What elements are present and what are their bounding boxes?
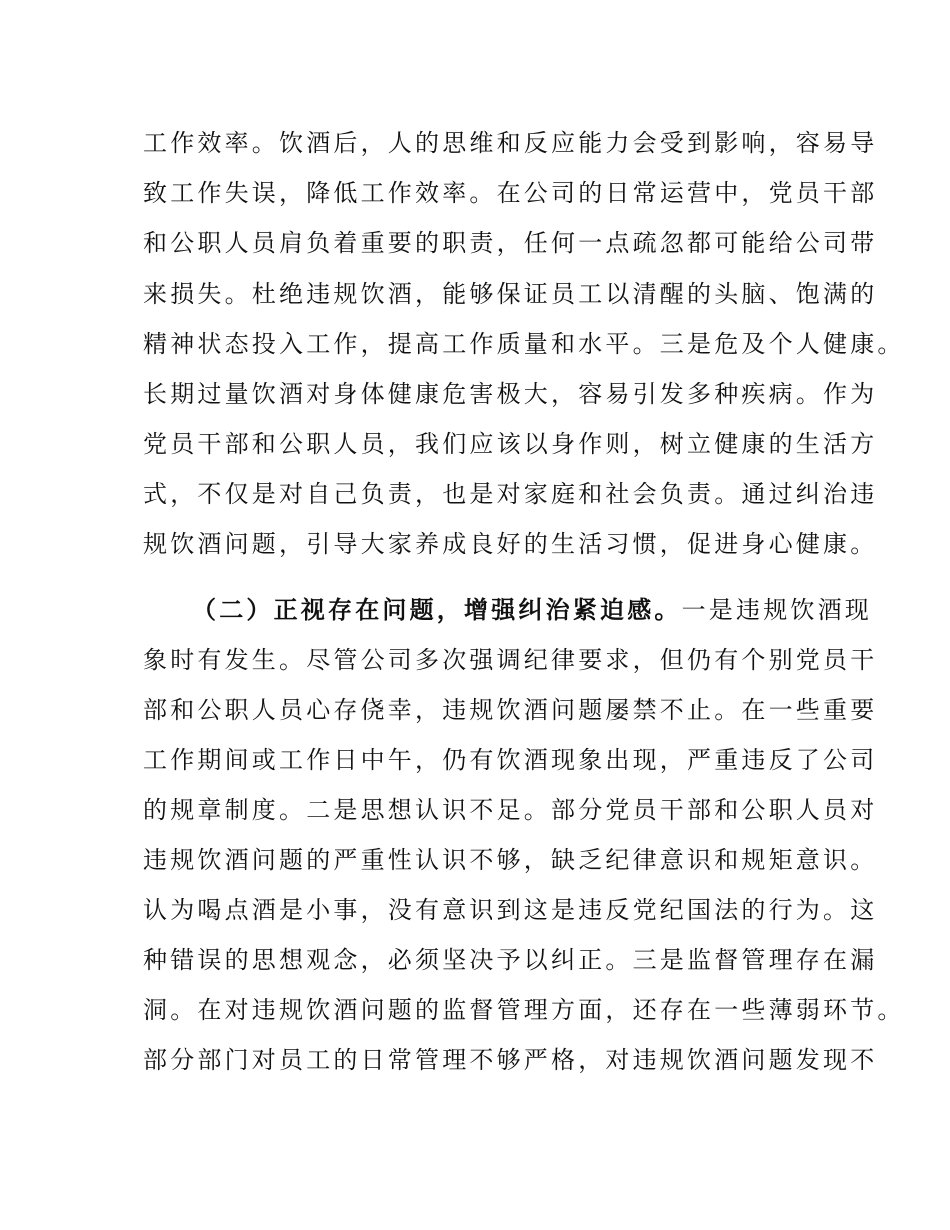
text-line: 致工作失误，降低工作效率。在公司的日常运营中，党员干部 (143, 179, 878, 207)
text-line: 象时有发生。尽管公司多次强调纪律要求，但仍有个别党员干 (143, 646, 878, 674)
text-line: 和公职人员肩负着重要的职责，任何一点疏忽都可能给公司带 (143, 229, 878, 257)
text-line: 规饮酒问题，引导大家养成良好的生活习惯，促进身心健康。 (143, 530, 878, 558)
text-line: 长期过量饮酒对身体健康危害极大，容易引发多种疾病。作为 (143, 380, 878, 408)
text-line: 违规饮酒问题的严重性认识不够，缺乏纪律意识和规矩意识。 (143, 846, 878, 874)
section-first-line (192, 595, 892, 625)
text-line: 党员干部和公职人员，我们应该以身作则，树立健康的生活方 (143, 430, 878, 458)
section-first-line-text: 一是违规饮酒现 (681, 596, 873, 624)
text-line: 洞。在对违规饮酒问题的监督管理方面，还存在一些薄弱环节。 (143, 996, 905, 1024)
text-line: 部分部门对员工的日常管理不够严格，对违规饮酒问题发现不 (143, 1046, 878, 1074)
text-line: 种错误的思想观念，必须坚决予以纠正。三是监督管理存在漏 (143, 946, 878, 974)
text-line: 来损失。杜绝违规饮酒，能够保证员工以清醒的头脑、饱满的 (143, 280, 878, 308)
section-heading: （二）正视存在问题，增强纠治紧迫感。 (192, 595, 682, 624)
text-line: 工作效率。饮酒后，人的思维和反应能力会受到影响，容易导 (143, 129, 878, 157)
text-line: 工作期间或工作日中午，仍有饮酒现象出现，严重违反了公司 (143, 746, 878, 774)
text-line: 精神状态投入工作，提高工作质量和水平。三是危及个人健康。 (143, 330, 905, 358)
text-line: 部和公职人员心存侥幸，违规饮酒问题屡禁不止。在一些重要 (143, 696, 878, 724)
text-line: 的规章制度。二是思想认识不足。部分党员干部和公职人员对 (143, 796, 878, 824)
text-line: 认为喝点酒是小事，没有意识到这是违反党纪国法的行为。这 (143, 896, 878, 924)
text-line: 式，不仅是对自己负责，也是对家庭和社会负责。通过纠治违 (143, 480, 878, 508)
